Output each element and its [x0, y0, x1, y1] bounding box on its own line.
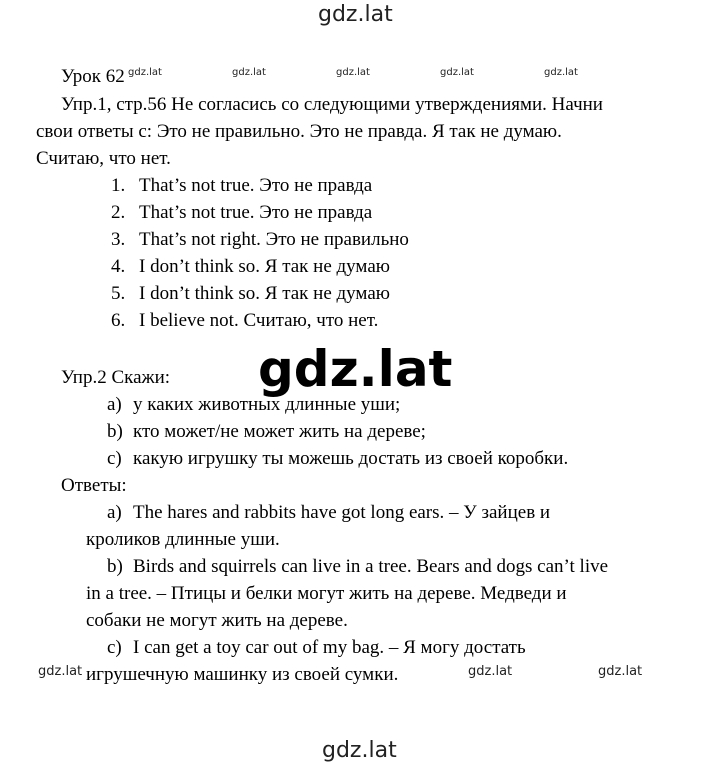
ex1-answer-item: [111, 229, 409, 251]
ex2-answer-b: [107, 556, 608, 578]
watermark-low: gdz.lat: [598, 664, 643, 679]
ex2-answer-a: [107, 502, 550, 524]
ex2-task-text: у каких животных длинные уши;: [133, 394, 401, 415]
watermark-low: gdz.lat: [38, 664, 83, 679]
ex1-item-text: That’s not true. Это не правда: [139, 175, 373, 196]
watermark-small: gdz.lat: [128, 67, 162, 78]
ex2-task: [107, 448, 568, 470]
ex1-item-number: 2.: [111, 202, 126, 223]
ex1-answer-item: [111, 175, 372, 197]
ex2-answer-c: [107, 637, 526, 659]
ex1-item-number: 6.: [111, 310, 126, 331]
watermark-small: gdz.lat: [440, 67, 474, 78]
ex2-task-label: c): [107, 448, 122, 469]
ex1-answer-item: [111, 202, 372, 224]
ex2-task-text: кто может/не может жить на дереве;: [133, 421, 426, 442]
watermark-bottom: gdz.lat: [322, 738, 397, 763]
ex1-instruction-line: свои ответы с: Это не правильно. Это не правда. Я так не думаю.: [36, 121, 562, 142]
ex1-item-number: 1.: [111, 175, 126, 196]
watermark-small: gdz.lat: [232, 67, 266, 78]
ex2-task: [107, 421, 426, 443]
ex2-answer-text: игрушечную машинку из своей сумки.: [86, 664, 399, 685]
lesson-title: Урок 62: [61, 66, 125, 87]
ex1-answer-item: [111, 256, 390, 278]
ex2-answer-text: кроликов длинные уши.: [86, 529, 280, 550]
ex1-answer-item: [111, 310, 378, 332]
ex1-item-number: 5.: [111, 283, 126, 304]
ex2-title: Упр.2 Скажи:: [61, 367, 171, 388]
ex1-answer-item: [111, 283, 390, 305]
watermark-small: gdz.lat: [336, 67, 370, 78]
ex2-answer-label: b): [107, 556, 123, 577]
ex2-task-text: какую игрушку ты можешь достать из своей коробки.: [133, 448, 569, 469]
watermark-small: gdz.lat: [544, 67, 578, 78]
ex1-instruction-line: Считаю, что нет.: [36, 148, 171, 169]
ex1-item-text: I don’t think so. Я так не думаю: [139, 283, 390, 304]
ex1-item-text: I believe not. Считаю, что нет.: [139, 310, 379, 331]
ex1-item-text: That’s not true. Это не правда: [139, 202, 373, 223]
ex2-answer-text: собаки не могут жить на дереве.: [86, 610, 348, 631]
ex2-task-label: a): [107, 394, 122, 415]
ex1-item-number: 3.: [111, 229, 126, 250]
ex2-answer-text: I can get a toy car out of my bag. – Я могу достать: [133, 637, 526, 658]
ex2-task-label: b): [107, 421, 123, 442]
ex1-item-number: 4.: [111, 256, 126, 277]
watermark-low: gdz.lat: [468, 664, 513, 679]
ex1-instruction-line: Упр.1, стр.56 Не согласись со следующими утверждениями. Начни: [61, 94, 603, 115]
ex2-answer-text: The hares and rabbits have got long ears. – У зайцев и: [133, 502, 551, 523]
ex1-item-text: I don’t think so. Я так не думаю: [139, 256, 390, 277]
ex2-task: [107, 394, 400, 416]
ex2-answer-text: in a tree. – Птицы и белки могут жить на дереве. Медведи и: [86, 583, 567, 604]
ex2-answer-label: c): [107, 637, 122, 658]
ex1-item-text: That’s not right. Это не правильно: [139, 229, 409, 250]
ex2-answer-text: Birds and squirrels can live in a tree. Bears and dogs can’t live: [133, 556, 609, 577]
ex2-answers-title: Ответы:: [61, 475, 127, 496]
watermark-top: gdz.lat: [318, 2, 393, 27]
ex2-answer-label: a): [107, 502, 122, 523]
watermark-center: gdz.lat: [258, 340, 453, 398]
